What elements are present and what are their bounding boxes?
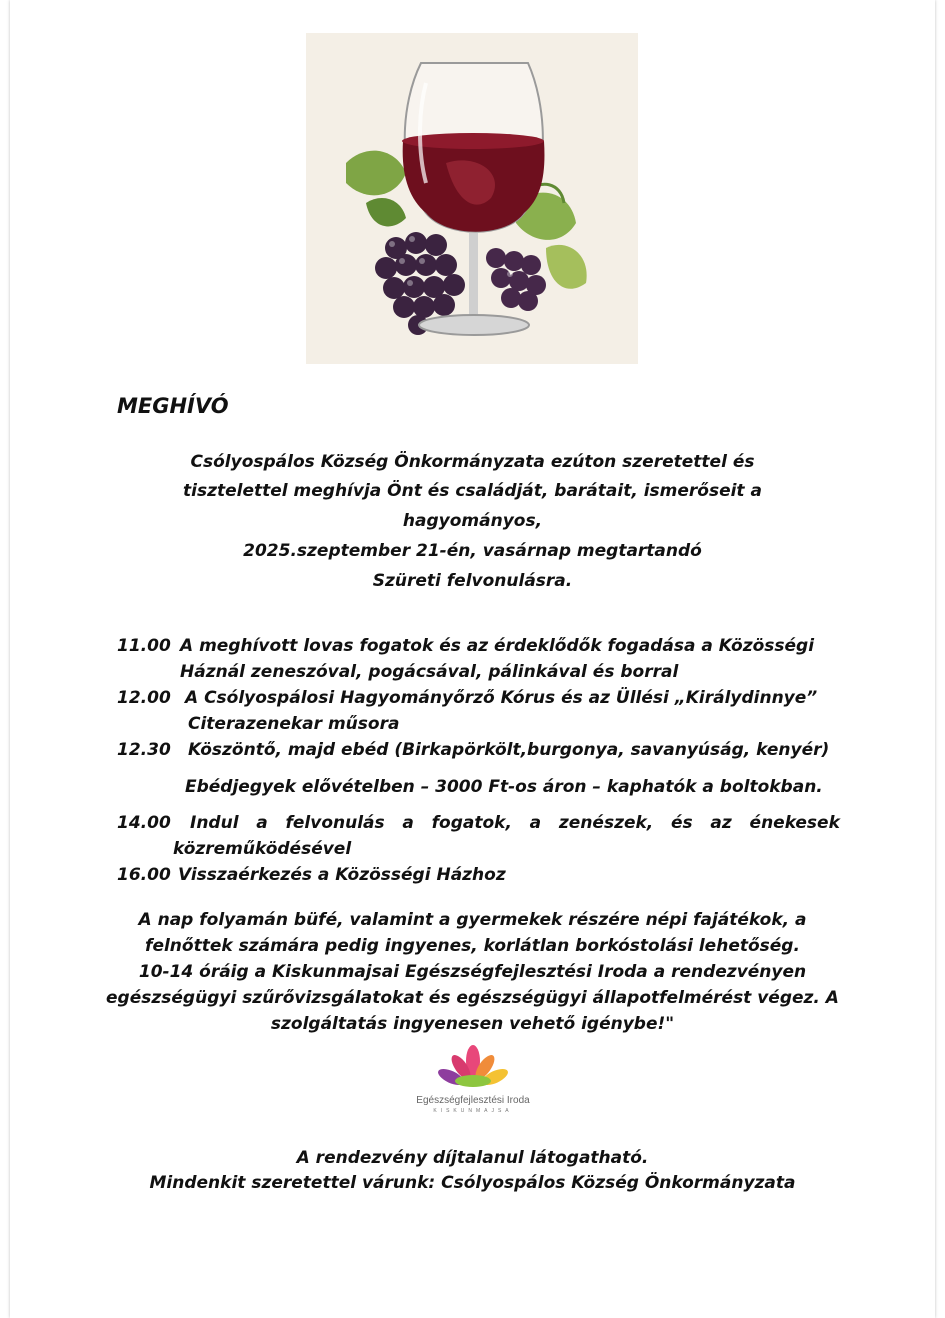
logo-name: Egészségfejlesztési Iroda <box>416 1095 530 1106</box>
info-line-4: egészségügyi szűrővizsgálatokat és egészségügyi állapotfelmérést végez. A <box>106 988 839 1008</box>
footer-line-1: A rendezvény díjtalanul látogatható. <box>296 1148 649 1168</box>
health-office-logo <box>388 1043 558 1115</box>
schedule-text-2: A Csólyospálosi Hagyományőrző Kórus és az Üllési „Királydinnye” <box>185 688 818 708</box>
schedule-text-5: Visszaérkezés a Közösségi Házhoz <box>178 865 506 885</box>
info-line-1: A nap folyamán büfé, valamint a gyermekek részére népi fajátékok, a <box>138 910 807 930</box>
intro-line-2: tisztelettel meghívja Önt és családját, barátait, ismerőseit a <box>183 481 762 501</box>
schedule-text-1: A meghívott lovas fogatok és az érdeklődők fogadása a Közösségi <box>180 636 815 656</box>
schedule-time-5: 16.00 <box>117 865 171 885</box>
schedule-text-4: Indul a felvonulás a fogatok, a zenészek, és az énekesek <box>190 813 840 833</box>
info-line-2: felnőttek számára pedig ingyenes, korlátlan borkóstolási lehetőség. <box>145 936 800 956</box>
schedule-text-3: Köszöntő, majd ebéd (Birkapörkölt,burgonya, savanyúság, kenyér) <box>188 740 830 760</box>
intro-line-1: Csólyospálos Község Önkormányzata ezúton szeretettel és <box>190 452 755 472</box>
intro-line-5: Szüreti felvonulásra. <box>372 571 573 591</box>
intro-line-4: 2025.szeptember 21-én, vasárnap megtartandó <box>243 541 702 561</box>
wine-glass-grapes-icon <box>306 33 638 364</box>
page-title: MEGHÍVÓ <box>117 394 229 418</box>
schedule-time-1: 11.00 <box>117 636 171 656</box>
info-line-3: 10-14 óráig a Kiskunmajsai Egészségfejlesztési Iroda a rendezvényen <box>138 962 807 982</box>
wine-glass-image <box>306 33 638 364</box>
schedule-text-2b: Citerazenekar műsora <box>188 714 400 734</box>
info-line-5: szolgáltatás ingyenesen vehető igénybe!" <box>270 1014 675 1034</box>
ticket-note: Ebédjegyek elővételben – 3000 Ft-os áron – kaphatók a boltokban. <box>185 777 823 797</box>
schedule-time-4: 14.00 <box>117 813 171 833</box>
logo-subtitle: KISKUNMAJSA <box>433 1108 513 1114</box>
intro-line-3: hagyományos, <box>402 511 543 531</box>
lotus-icon <box>433 1043 513 1093</box>
schedule-text-4b: közreműködésével <box>173 839 352 859</box>
schedule-time-3: 12.30 <box>117 740 171 760</box>
footer-line-2: Mindenkit szeretettel várunk: Csólyospálos Község Önkormányzata <box>149 1173 796 1193</box>
schedule-text-1b: Háznál zeneszóval, pogácsával, pálinkával és borral <box>180 662 679 682</box>
schedule-time-2: 12.00 <box>117 688 171 708</box>
